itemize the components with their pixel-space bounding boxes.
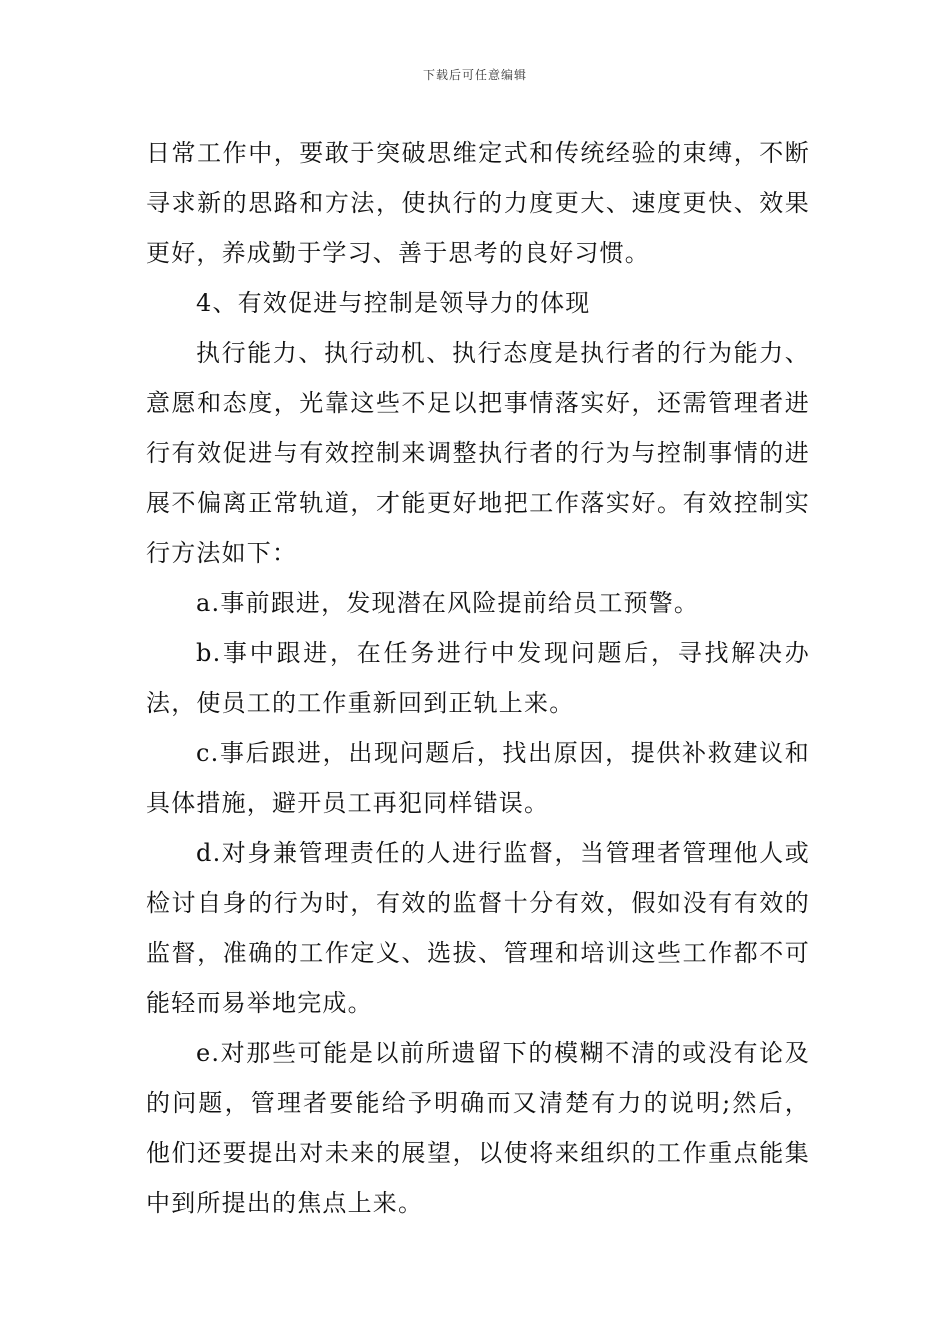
list-item-e: e.对那些可能是以前所遗留下的模糊不清的或没有论及的问题，管理者要能给予明确而又清楚有力的说明;然后，他们还要提出对未来的展望，以使将来组织的工作重点能集中到所提出的焦点上来。: [146, 1039, 810, 1217]
section-heading: 4、有效促进与控制是领导力的体现: [196, 289, 591, 317]
list-item-d: d.对身兼管理责任的人进行监督，当管理者管理他人或检讨自身的行为时，有效的监督十分有效，假如没有有效的监督，准确的工作定义、选拔、管理和培训这些工作都不可能轻而易举地完成。: [146, 839, 810, 1017]
document-body: [146, 128, 810, 1228]
paragraph-continuation: 日常工作中，要敢于突破思维定式和传统经验的束缚，不断寻求新的思路和方法，使执行的力度更大、速度更快、效果更好，养成勤于学习、善于思考的良好习惯。: [146, 139, 810, 267]
list-item-b: b.事中跟进，在任务进行中发现问题后，寻找解决办法，使员工的工作重新回到正轨上来。: [146, 639, 810, 717]
page-header: 下载后可任意编辑: [422, 68, 527, 82]
list-item-c: c.事后跟进，出现问题后，找出原因，提供补救建议和具体措施，避开员工再犯同样错误。: [146, 739, 810, 817]
paragraph: 执行能力、执行动机、执行态度是执行者的行为能力、意愿和态度，光靠这些不足以把事情落实好，还需管理者进行有效促进与有效控制来调整执行者的行为与控制事情的进展不偏离正常轨道，才能更好地把工作落实好。有效控制实行方法如下：: [146, 339, 810, 567]
list-item-a: a.事前跟进，发现潜在风险提前给员工预警。: [196, 589, 700, 617]
